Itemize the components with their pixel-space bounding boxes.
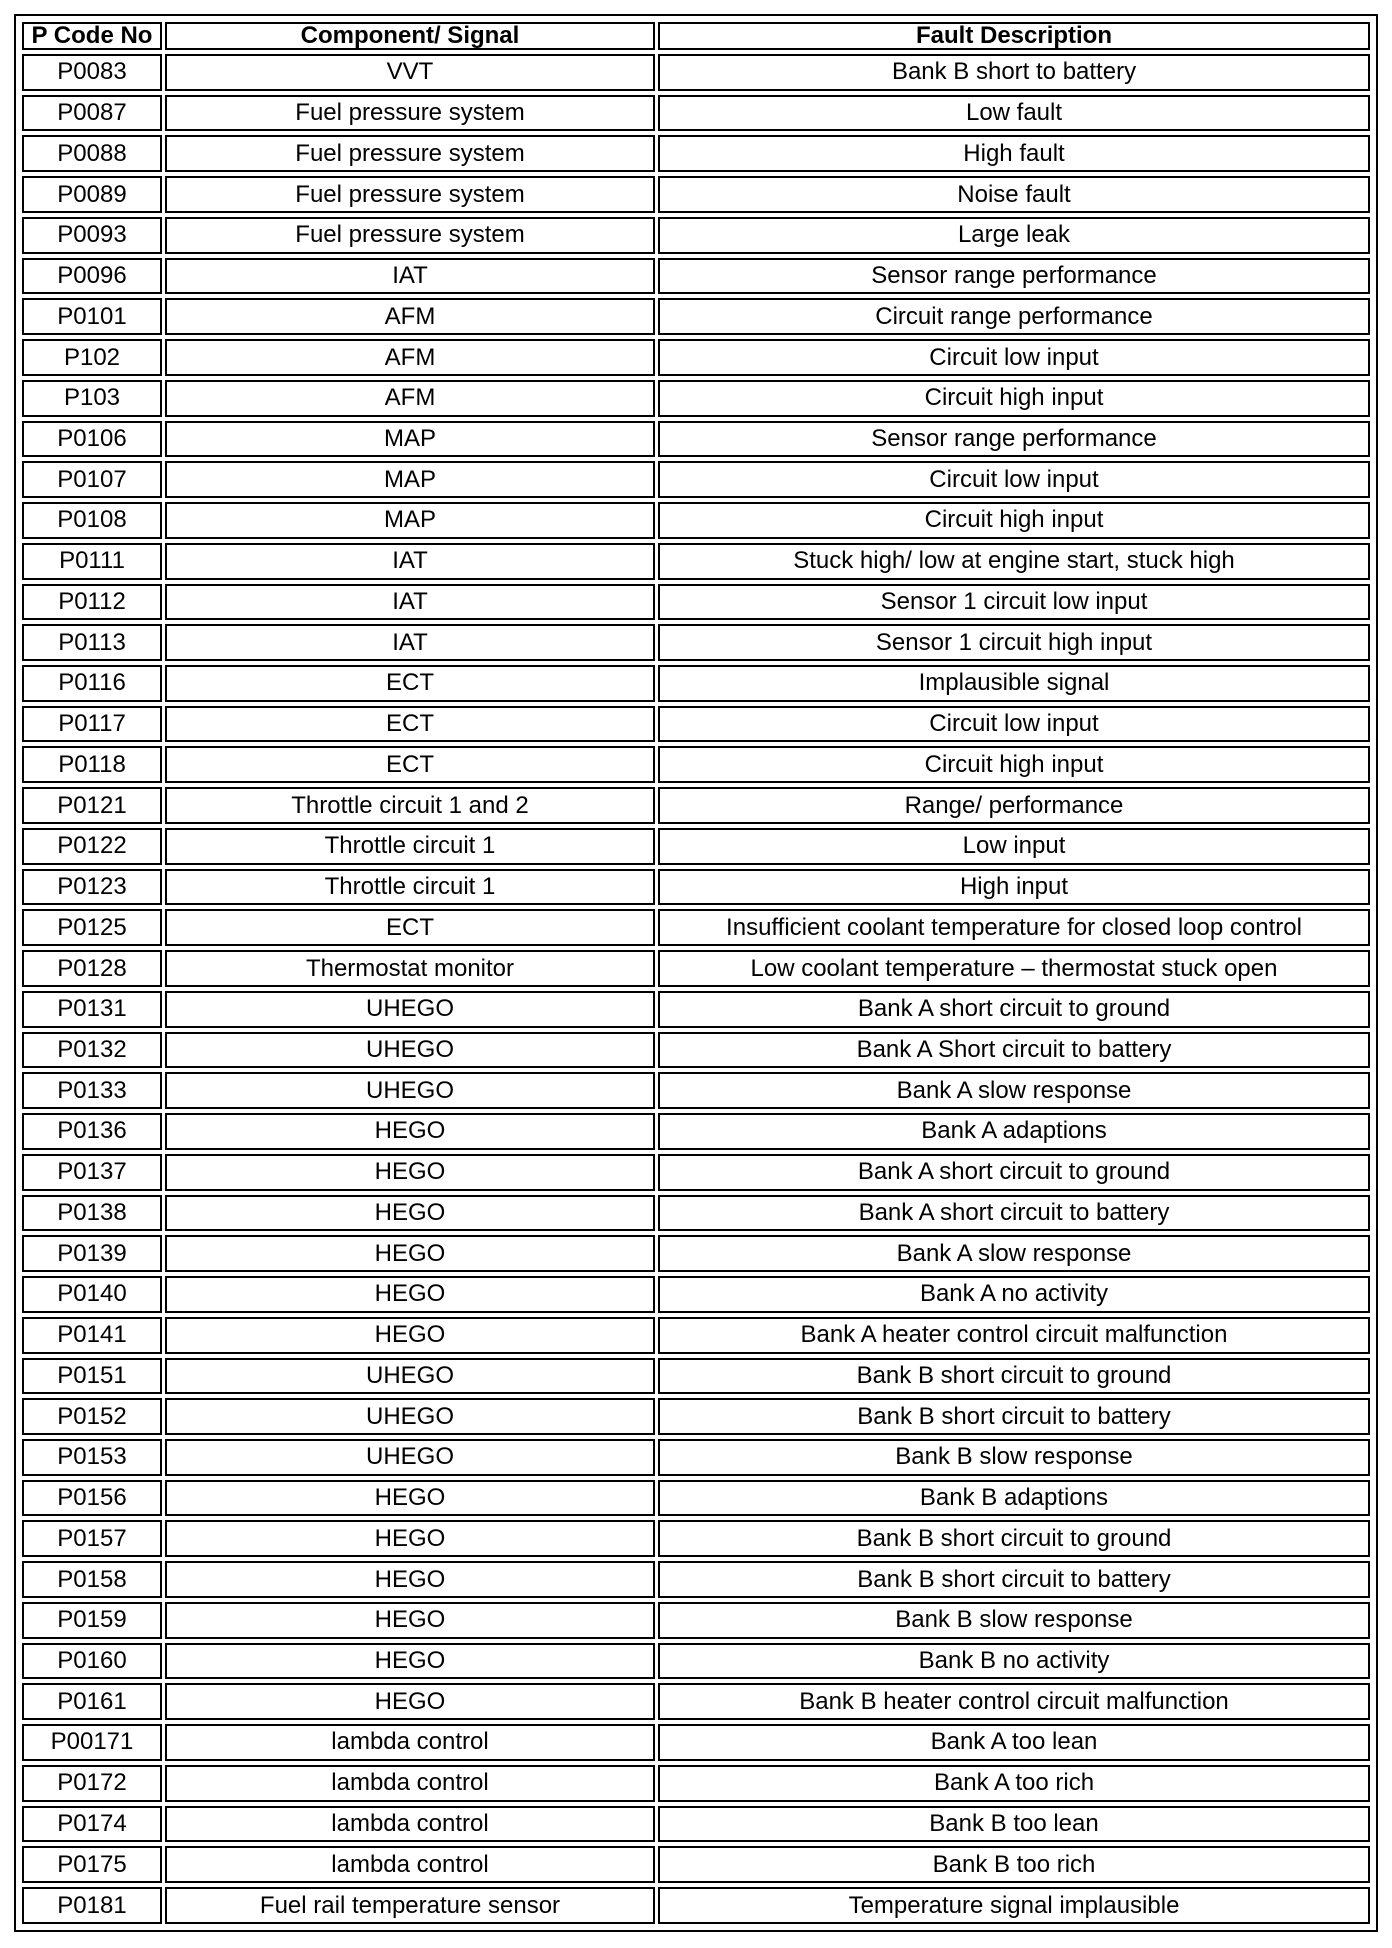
fault-code-table-frame (14, 14, 1378, 1932)
fault-cell: Bank B short circuit to battery (658, 1398, 1370, 1435)
table-row (22, 502, 1370, 539)
code-cell: P0136 (22, 1113, 162, 1150)
code-cell: P0153 (22, 1439, 162, 1476)
component-cell: lambda control (165, 1846, 655, 1883)
table-row (22, 828, 1370, 865)
table-row (22, 54, 1370, 91)
table-row (22, 258, 1370, 295)
component-cell: HEGO (165, 1520, 655, 1557)
fault-cell: Bank A short circuit to ground (658, 991, 1370, 1028)
table-row (22, 584, 1370, 621)
header-row (22, 22, 1370, 50)
component-cell: MAP (165, 461, 655, 498)
code-cell: P0083 (22, 54, 162, 91)
component-cell: Throttle circuit 1 and 2 (165, 787, 655, 824)
code-cell: P0117 (22, 706, 162, 743)
table-row (22, 1154, 1370, 1191)
component-cell: HEGO (165, 1195, 655, 1232)
component-cell: Throttle circuit 1 (165, 869, 655, 906)
component-cell: HEGO (165, 1154, 655, 1191)
table-row (22, 624, 1370, 661)
component-cell: MAP (165, 502, 655, 539)
code-cell: P0160 (22, 1643, 162, 1680)
table-row (22, 1765, 1370, 1802)
table-row (22, 380, 1370, 417)
fault-cell: Circuit high input (658, 380, 1370, 417)
table-row (22, 991, 1370, 1028)
code-cell: P0107 (22, 461, 162, 498)
code-cell: P0151 (22, 1358, 162, 1395)
table-row (22, 543, 1370, 580)
fault-cell: Bank B short circuit to ground (658, 1358, 1370, 1395)
fault-cell: Circuit range performance (658, 298, 1370, 335)
fault-cell: Bank A short circuit to ground (658, 1154, 1370, 1191)
fault-cell: Bank B adaptions (658, 1480, 1370, 1517)
code-cell: P0111 (22, 543, 162, 580)
code-cell: P0140 (22, 1276, 162, 1313)
fault-cell: Sensor range performance (658, 421, 1370, 458)
code-cell: P0141 (22, 1317, 162, 1354)
code-cell: P0157 (22, 1520, 162, 1557)
code-cell: P0138 (22, 1195, 162, 1232)
code-cell: P0101 (22, 298, 162, 335)
fault-cell: Low fault (658, 95, 1370, 132)
fault-cell: Bank A adaptions (658, 1113, 1370, 1150)
table-row (22, 1887, 1370, 1924)
table-row (22, 1235, 1370, 1272)
table-row (22, 339, 1370, 376)
component-cell: HEGO (165, 1235, 655, 1272)
code-cell: P0175 (22, 1846, 162, 1883)
table-row (22, 950, 1370, 987)
table-row (22, 1846, 1370, 1883)
component-cell: UHEGO (165, 1439, 655, 1476)
fault-cell: Noise fault (658, 176, 1370, 213)
code-cell: P0087 (22, 95, 162, 132)
table-body (22, 54, 1370, 1924)
code-cell: P0096 (22, 258, 162, 295)
component-cell: Fuel pressure system (165, 176, 655, 213)
table-row (22, 665, 1370, 702)
code-cell: P0116 (22, 665, 162, 702)
table-row (22, 176, 1370, 213)
table-row (22, 217, 1370, 254)
component-cell: ECT (165, 665, 655, 702)
code-cell: P0118 (22, 746, 162, 783)
fault-cell: Bank A slow response (658, 1235, 1370, 1272)
table-row (22, 1561, 1370, 1598)
fault-cell: Bank B slow response (658, 1602, 1370, 1639)
fault-cell: Bank A too rich (658, 1765, 1370, 1802)
code-cell: P0161 (22, 1683, 162, 1720)
fault-cell: Bank A slow response (658, 1072, 1370, 1109)
component-cell: UHEGO (165, 1358, 655, 1395)
fault-cell: Large leak (658, 217, 1370, 254)
component-cell: UHEGO (165, 1398, 655, 1435)
component-cell: HEGO (165, 1276, 655, 1313)
fault-cell: Bank B short circuit to ground (658, 1520, 1370, 1557)
code-cell: P0152 (22, 1398, 162, 1435)
code-cell: P0088 (22, 135, 162, 172)
component-cell: HEGO (165, 1602, 655, 1639)
component-cell: IAT (165, 543, 655, 580)
fault-cell: Bank B short circuit to battery (658, 1561, 1370, 1598)
code-cell: P0106 (22, 421, 162, 458)
table-row (22, 1643, 1370, 1680)
code-cell: P0128 (22, 950, 162, 987)
fault-cell: Sensor 1 circuit high input (658, 624, 1370, 661)
fault-code-table (19, 18, 1373, 1928)
component-cell: lambda control (165, 1724, 655, 1761)
component-cell: Fuel pressure system (165, 95, 655, 132)
table-row (22, 1072, 1370, 1109)
fault-cell: Range/ performance (658, 787, 1370, 824)
component-cell: HEGO (165, 1643, 655, 1680)
code-cell: P0174 (22, 1806, 162, 1843)
table-row (22, 1398, 1370, 1435)
code-cell: P0132 (22, 1032, 162, 1069)
table-row (22, 1032, 1370, 1069)
component-cell: IAT (165, 624, 655, 661)
component-cell: UHEGO (165, 1072, 655, 1109)
code-cell: P0093 (22, 217, 162, 254)
table-row (22, 1480, 1370, 1517)
code-cell: P0112 (22, 584, 162, 621)
component-cell: HEGO (165, 1561, 655, 1598)
fault-cell: Bank A Short circuit to battery (658, 1032, 1370, 1069)
component-cell: ECT (165, 746, 655, 783)
table-row (22, 1724, 1370, 1761)
code-cell: P0139 (22, 1235, 162, 1272)
header-code: P Code No (22, 22, 162, 50)
component-cell: UHEGO (165, 991, 655, 1028)
code-cell: P0131 (22, 991, 162, 1028)
table-row (22, 1276, 1370, 1313)
fault-cell: Sensor 1 circuit low input (658, 584, 1370, 621)
component-cell: Fuel pressure system (165, 217, 655, 254)
fault-cell: Bank A short circuit to battery (658, 1195, 1370, 1232)
code-cell: P0122 (22, 828, 162, 865)
code-cell: P0172 (22, 1765, 162, 1802)
header-fault: Fault Description (658, 22, 1370, 50)
fault-cell: Circuit low input (658, 461, 1370, 498)
fault-cell: High input (658, 869, 1370, 906)
fault-cell: Temperature signal implausible (658, 1887, 1370, 1924)
table-row (22, 135, 1370, 172)
fault-cell: Bank B slow response (658, 1439, 1370, 1476)
table-row (22, 1683, 1370, 1720)
component-cell: Fuel pressure system (165, 135, 655, 172)
table-row (22, 1439, 1370, 1476)
fault-cell: Sensor range performance (658, 258, 1370, 295)
table-row (22, 869, 1370, 906)
component-cell: UHEGO (165, 1032, 655, 1069)
fault-cell: Bank B too lean (658, 1806, 1370, 1843)
component-cell: IAT (165, 258, 655, 295)
table-row (22, 298, 1370, 335)
fault-cell: Bank B no activity (658, 1643, 1370, 1680)
table-row (22, 746, 1370, 783)
fault-cell: Insufficient coolant temperature for closed loop control (658, 909, 1370, 946)
table-row (22, 95, 1370, 132)
code-cell: P0089 (22, 176, 162, 213)
table-row (22, 421, 1370, 458)
code-cell: P0133 (22, 1072, 162, 1109)
table-row (22, 1358, 1370, 1395)
table-row (22, 1113, 1370, 1150)
fault-cell: Bank B heater control circuit malfunction (658, 1683, 1370, 1720)
component-cell: MAP (165, 421, 655, 458)
component-cell: lambda control (165, 1806, 655, 1843)
header-component: Component/ Signal (165, 22, 655, 50)
code-cell: P0158 (22, 1561, 162, 1598)
fault-cell: Bank A heater control circuit malfunction (658, 1317, 1370, 1354)
table-row (22, 909, 1370, 946)
code-cell: P102 (22, 339, 162, 376)
fault-cell: Bank B too rich (658, 1846, 1370, 1883)
table-row (22, 461, 1370, 498)
fault-cell: Circuit low input (658, 706, 1370, 743)
fault-cell: Stuck high/ low at engine start, stuck high (658, 543, 1370, 580)
table-row (22, 1195, 1370, 1232)
fault-cell: Low coolant temperature – thermostat stuck open (658, 950, 1370, 987)
table-row (22, 1806, 1370, 1843)
component-cell: AFM (165, 339, 655, 376)
fault-cell: Bank A too lean (658, 1724, 1370, 1761)
code-cell: P00171 (22, 1724, 162, 1761)
component-cell: HEGO (165, 1317, 655, 1354)
table-row (22, 1602, 1370, 1639)
code-cell: P0159 (22, 1602, 162, 1639)
component-cell: ECT (165, 706, 655, 743)
table-row (22, 1317, 1370, 1354)
table-header (22, 22, 1370, 50)
component-cell: lambda control (165, 1765, 655, 1802)
code-cell: P0121 (22, 787, 162, 824)
table-row (22, 1520, 1370, 1557)
code-cell: P0125 (22, 909, 162, 946)
code-cell: P0123 (22, 869, 162, 906)
component-cell: AFM (165, 298, 655, 335)
component-cell: HEGO (165, 1480, 655, 1517)
component-cell: VVT (165, 54, 655, 91)
code-cell: P103 (22, 380, 162, 417)
component-cell: Throttle circuit 1 (165, 828, 655, 865)
fault-cell: Circuit low input (658, 339, 1370, 376)
component-cell: HEGO (165, 1113, 655, 1150)
fault-cell: Bank A no activity (658, 1276, 1370, 1313)
code-cell: P0113 (22, 624, 162, 661)
component-cell: AFM (165, 380, 655, 417)
component-cell: HEGO (165, 1683, 655, 1720)
table-row (22, 706, 1370, 743)
code-cell: P0108 (22, 502, 162, 539)
fault-cell: Implausible signal (658, 665, 1370, 702)
component-cell: Fuel rail temperature sensor (165, 1887, 655, 1924)
component-cell: IAT (165, 584, 655, 621)
code-cell: P0181 (22, 1887, 162, 1924)
fault-cell: High fault (658, 135, 1370, 172)
fault-cell: Circuit high input (658, 502, 1370, 539)
code-cell: P0137 (22, 1154, 162, 1191)
fault-cell: Bank B short to battery (658, 54, 1370, 91)
fault-cell: Low input (658, 828, 1370, 865)
component-cell: Thermostat monitor (165, 950, 655, 987)
code-cell: P0156 (22, 1480, 162, 1517)
fault-cell: Circuit high input (658, 746, 1370, 783)
component-cell: ECT (165, 909, 655, 946)
table-row (22, 787, 1370, 824)
